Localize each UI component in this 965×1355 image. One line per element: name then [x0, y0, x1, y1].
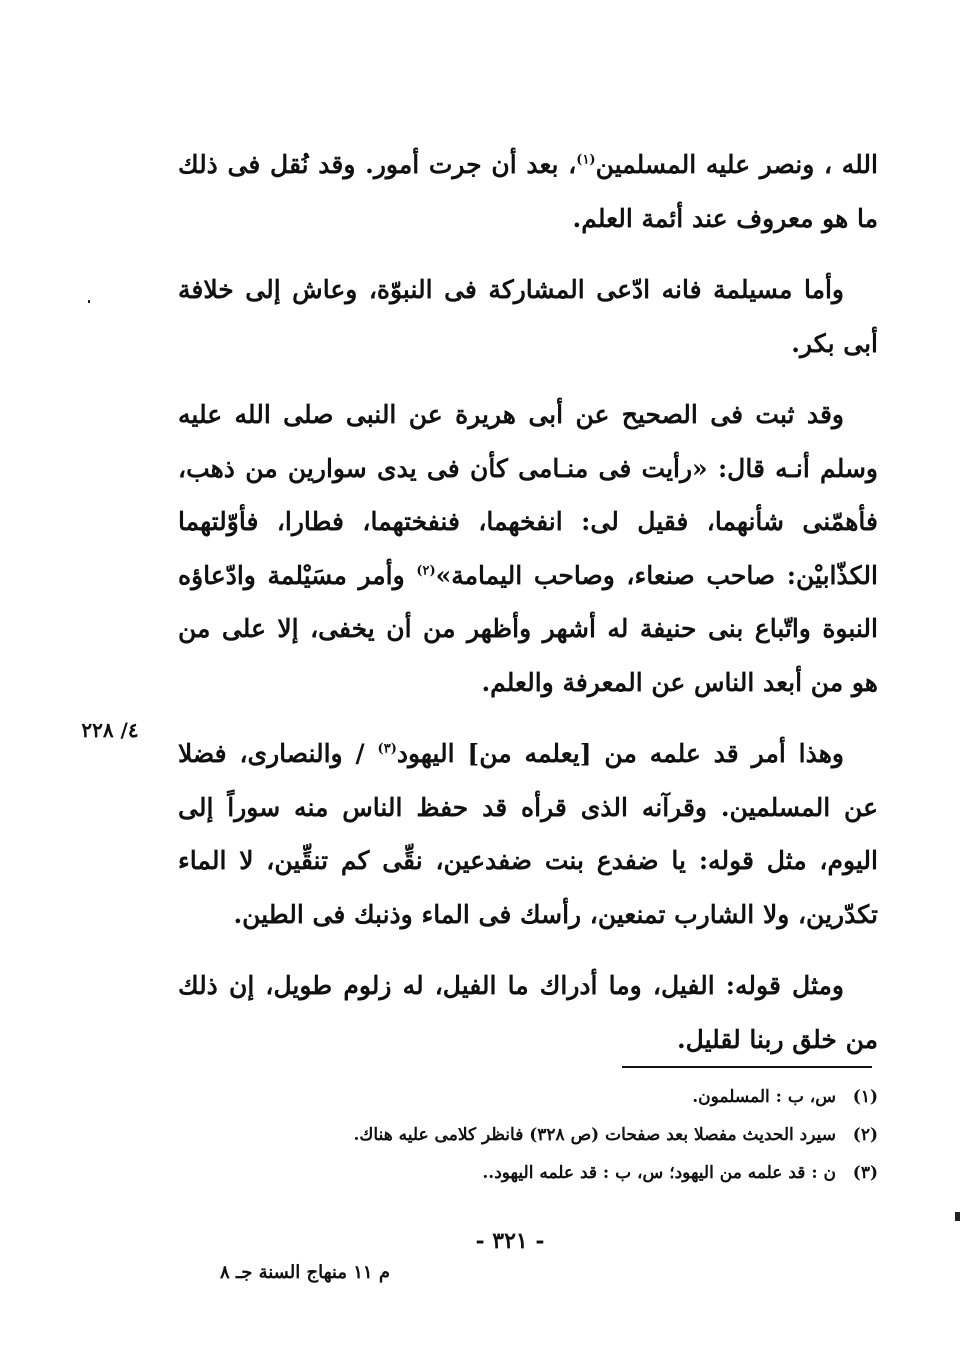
footnote-text: سيرد الحديث مفصلا بعد صفحات (ص ٣٢٨) فانظر كلامى عليه هناك.	[353, 1125, 836, 1145]
footnote-text: ن : قد علمه من اليهود؛ س، ب : قد علمه اليهود..	[482, 1163, 836, 1183]
footnote-marker-3: (٣)	[377, 741, 397, 757]
paragraph-4	[178, 727, 878, 941]
footnote-marker-2: (٢)	[416, 563, 436, 579]
footnote-2	[200, 1116, 878, 1154]
footnote-number: (١)	[852, 1087, 878, 1107]
paragraph-3-rest: وأمر مسَيْلمة وادّعاؤه النبوة واتّباع بنى حنيفة له أشهر وأظهر من أن يخفى، إلا على من هو من أبعد الناس عن المعرفة والعلم.	[178, 560, 878, 697]
printer-signature: م ١١ منهاج السنة جـ ٨	[219, 1262, 390, 1283]
scan-speck	[955, 1212, 960, 1221]
paragraph-1-rest: ، بعد أن جرت أمور. وقد نُقل فى ذلك ما هو معروف عند أئمة العلم.	[178, 150, 878, 233]
margin-volume-page-reference: ٤/ ٢٢٨	[81, 718, 139, 742]
footnote-divider	[622, 1066, 872, 1068]
paragraph-5: ومثل قوله: الفيل، وما أدراك ما الفيل، له زلوم طويل، إن ذلك من خلق ربنا لقليل.	[178, 971, 878, 1054]
footnote-1	[200, 1078, 878, 1116]
scan-speck	[88, 300, 90, 303]
paragraph-1-start: الله ، ونصر عليه المسلمين	[595, 150, 878, 179]
footnotes	[200, 1078, 878, 1192]
footnote-number: (٣)	[852, 1163, 878, 1183]
footnote-3	[200, 1154, 878, 1192]
footnote-number: (٢)	[852, 1125, 878, 1145]
main-text	[178, 138, 878, 1066]
paragraph-2: وأما مسيلمة فانه ادّعى المشاركة فى النبوّة، وعاش إلى خلافة أبى بكر.	[178, 275, 878, 358]
paragraph-4-rest: / والنصارى، فضلا عن المسلمين. وقرآنه الذى قرأه قد حفظ الناس منه سوراً إلى اليوم، مثل قوله: يا ضفدع بنت ضفدعين، نقِّى كم تنقِّين، لا الماء تكدّرين، ولا الشارب تمنعين، رأسك فى الماء وذنبك فى الطين.	[178, 739, 878, 929]
paragraph-3	[178, 388, 878, 709]
footnote-marker-1: (١)	[576, 152, 596, 168]
footnote-text: س، ب : المسلمون.	[692, 1087, 836, 1107]
paragraph-1	[178, 138, 878, 245]
paragraph-3-start: وقد ثبت فى الصحيح عن أبى هريرة عن النبى صلى الله عليه وسلم أنـه قال: «رأيت فى منـامى كأن فى يدى سوارين من ذهب، فأهمّنى شأنهما، فقيل لى: انفخهما، فنفختهما، فطارا، فأوّلتهما الكذّابيْن: صاحب صنعاء، وصاحب اليمامة»	[178, 400, 878, 590]
page-number: - ٣٢١ -	[475, 1228, 545, 1254]
paragraph-4-start: وهذا أمر قد علمه من [يعلمه من] اليهود	[396, 739, 844, 768]
